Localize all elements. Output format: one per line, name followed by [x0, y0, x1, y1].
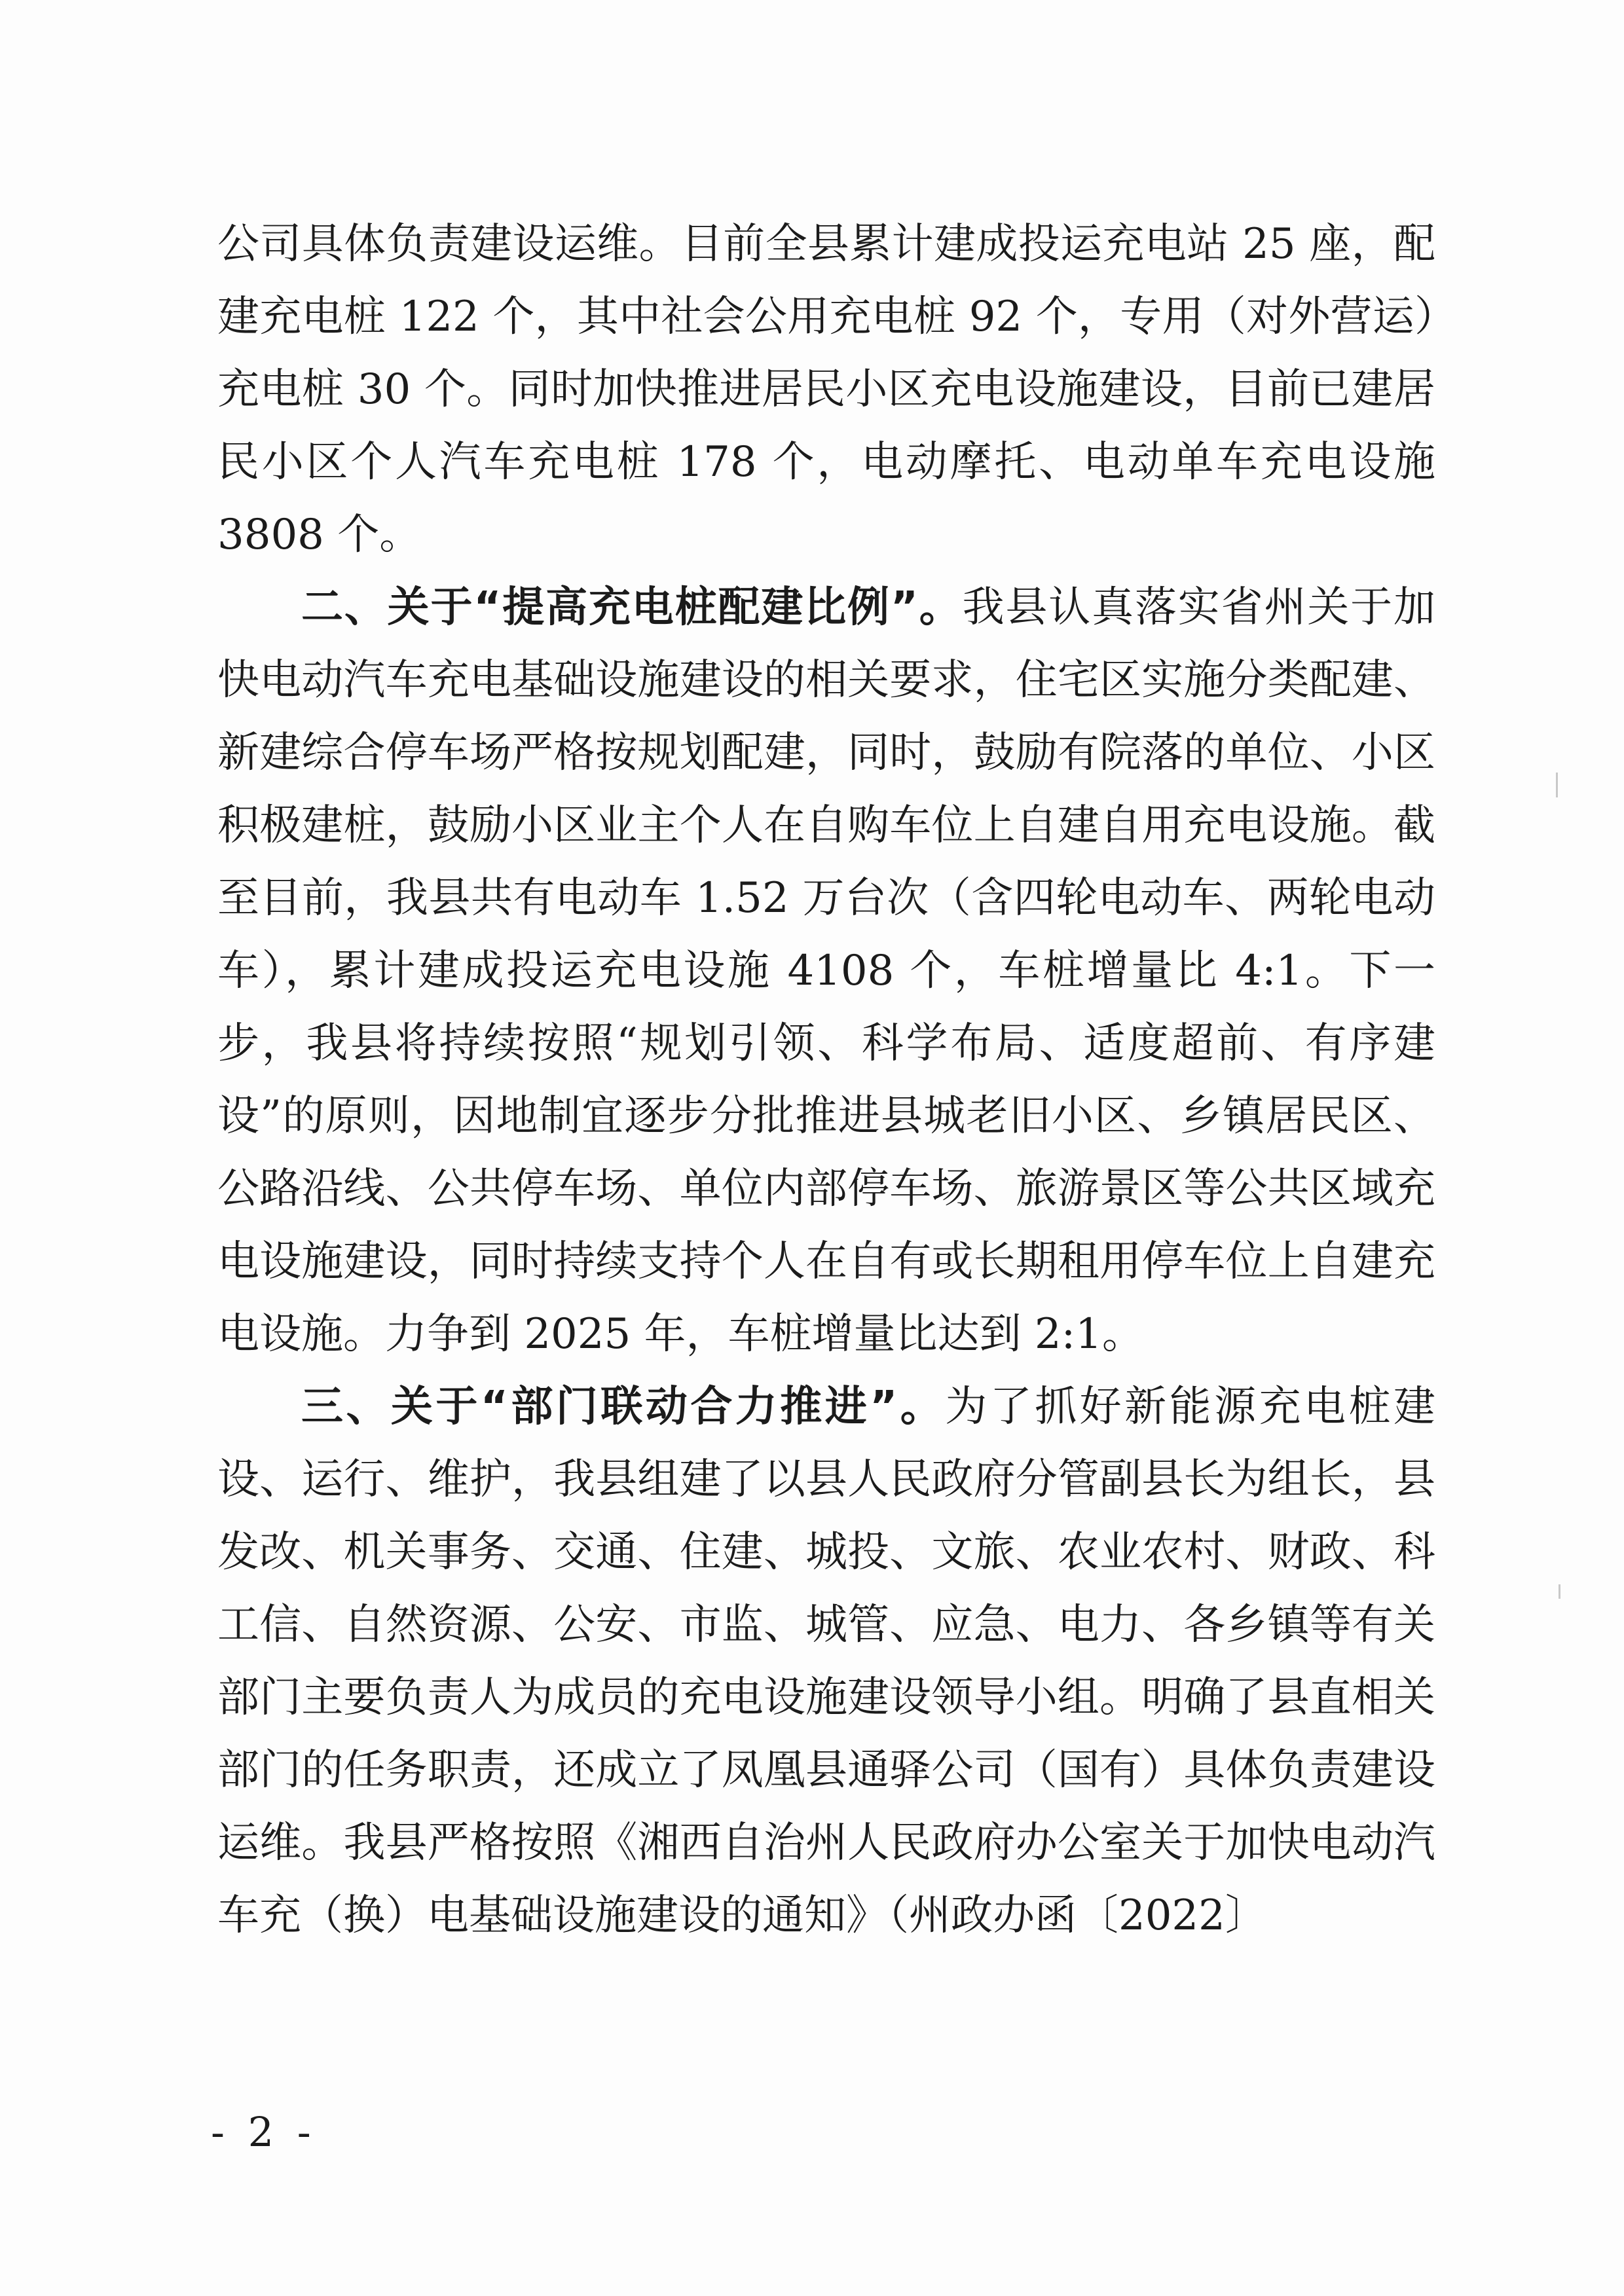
paragraph-2-text: 我县认真落实省州关于加快电动汽车充电基础设施建设的相关要求，住宅区实施分类配建、新建综合停车场严格按规划配建，同时，鼓励有院落的单位、小区积极建桩，鼓励小区业主个人在自购车位上自建自用充电设施。截至目前，我县共有电动车 1.52 万台次（含四轮电动车、两轮电动车），累计建成投运充电设施 4108 个，车桩增量比 4:1。下一步，我县将持续按照“规划引领、科学布局、适度超前、有序建设”的原则，因地制宜逐步分批推进县城老旧小区、乡镇居民区、公路沿线、公共停车场、单位内部停车场、旅游景区等公共区域充电设施建设，同时持续支持个人在自有或长期租用停车位上自建充电设施。力争到 2025 年，车桩增量比达到 2:1。: [217, 583, 1436, 1358]
paragraph-1: [217, 208, 1435, 572]
paragraph-3-heading: 三、关于“部门联动合力推进”。: [301, 1383, 946, 1431]
scan-mark-1: [1556, 773, 1558, 797]
scan-mark-2: [1559, 1584, 1560, 1599]
page-number: - 2 -: [211, 2108, 316, 2156]
paragraph-2-heading: 二、关于“提高充电桩配建比例”。: [301, 583, 963, 632]
paragraph-1-text: 公司具体负责建设运维。目前全县累计建成投运充电站 25 座，配建充电桩 122 个，其中社会公用充电桩 92 个，专用（对外营运）充电桩 30 个。同时加快推进居民小区充电设施建设，目前已建居民小区个人汽车充电桩 178 个，电动摩托、电动单车充电设施 3808 个。: [217, 220, 1435, 559]
paragraph-2: [217, 572, 1435, 1371]
paragraph-3-text: 为了抓好新能源充电桩建设、运行、维护，我县组建了以县人民政府分管副县长为组长，县发改、机关事务、交通、住建、城投、文旅、农业农村、财政、科工信、自然资源、公安、市监、城管、应急、电力、各乡镇等有关部门主要负责人为成员的充电设施建设领导小组。明确了县直相关部门的任务职责，还成立了凤凰县通驿公司（国有）具体负责建设运维。我县严格按照《湘西自治州人民政府办公室关于加快电动汽车充（换）电基础设施建设的通知》（州政办函〔2022〕: [217, 1383, 1435, 1940]
paragraph-3: [217, 1371, 1435, 1952]
body-text: [217, 208, 1435, 1952]
